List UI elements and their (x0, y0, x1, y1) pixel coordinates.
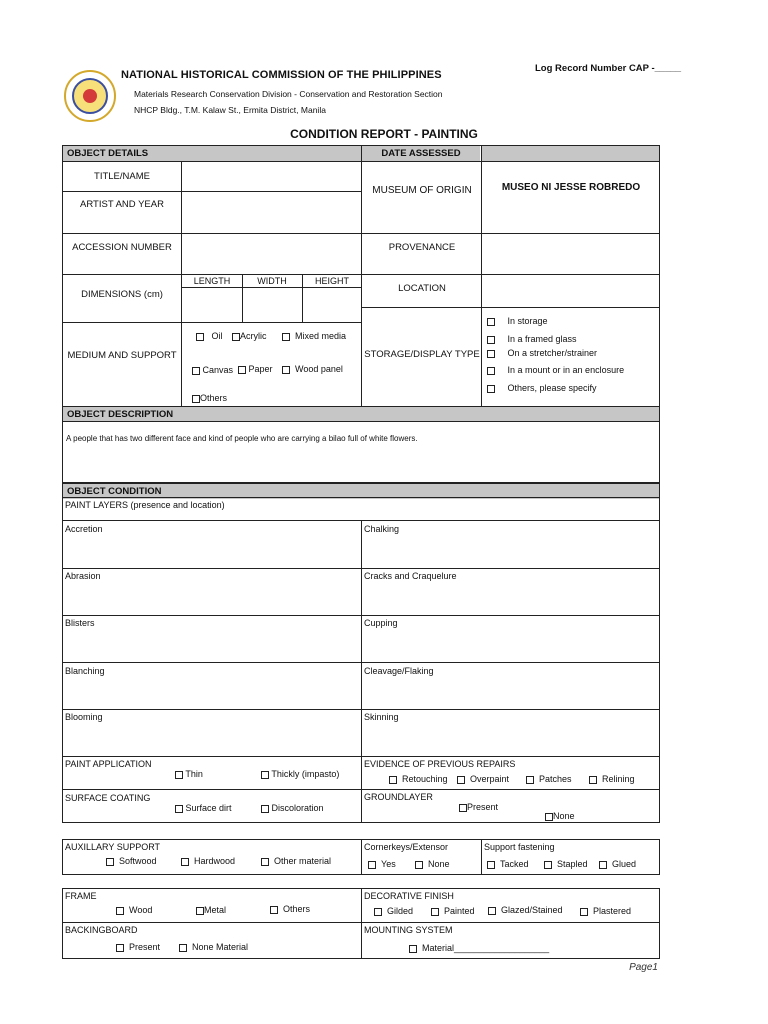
division-name: Materials Research Conservation Division - Conservation and Restoration Section (134, 89, 443, 99)
gilded-option[interactable]: Gilded (374, 906, 413, 916)
oil-option[interactable]: Oil (196, 331, 223, 341)
wood-panel-option[interactable]: Wood panel (282, 364, 343, 374)
paint-application-label: PAINT APPLICATION (65, 759, 152, 769)
storage-opt-4[interactable]: In a mount or in an enclosure (487, 365, 624, 375)
storage-display-label: STORAGE/DISPLAY TYPE (364, 349, 480, 360)
cornerkeys-none-option[interactable]: None (415, 859, 450, 869)
accession-label: ACCESSION NUMBER (72, 242, 172, 253)
object-description-header: OBJECT DESCRIPTION (63, 407, 659, 422)
groundlayer-present-option[interactable]: Present (459, 802, 498, 812)
stapled-option[interactable]: Stapled (544, 859, 588, 869)
storage-opt-3[interactable]: On a stretcher/strainer (487, 348, 597, 358)
storage-opt-1[interactable]: In storage (487, 316, 548, 326)
paint-layers-label: PAINT LAYERS (presence and location) (65, 500, 225, 510)
length-label: LENGTH (193, 276, 231, 286)
other-material-option[interactable]: Other material (261, 856, 331, 866)
title-name-field[interactable] (182, 162, 361, 191)
dimensions-label: DIMENSIONS (cm) (81, 289, 163, 300)
page-title: CONDITION REPORT - PAINTING (290, 127, 478, 141)
frame-wood-option[interactable]: Wood (116, 905, 152, 915)
cupping-label: Cupping (364, 618, 398, 628)
org-name: NATIONAL HISTORICAL COMMISSION OF THE PHILIPPINES (121, 69, 442, 81)
width-label: WIDTH (257, 276, 287, 286)
frame-label: FRAME (65, 891, 97, 901)
date-assessed-header: DATE ASSESSED (362, 146, 480, 161)
tacked-option[interactable]: Tacked (487, 859, 529, 869)
object-condition-header: OBJECT CONDITION (63, 484, 659, 499)
address: NHCP Bldg., T.M. Kalaw St., Ermita District, Manila (134, 105, 326, 115)
date-assessed-value[interactable] (481, 146, 659, 161)
auxillary-support-label: AUXILLARY SUPPORT (65, 842, 161, 852)
abrasion-label: Abrasion (65, 571, 101, 581)
backing-present-option[interactable]: Present (116, 942, 160, 952)
chalking-label: Chalking (364, 524, 400, 534)
evidence-repairs-label: EVIDENCE OF PREVIOUS REPAIRS (364, 759, 516, 769)
artist-year-field[interactable] (182, 192, 361, 233)
cornerkeys-yes-option[interactable]: Yes (368, 859, 396, 869)
nhcp-seal-logo (64, 70, 116, 122)
backingboard-label: BACKINGBOARD (65, 925, 138, 935)
object-description-text: A people that has two different face and kind of people who are carrying a bilao full of white flowers. (66, 434, 418, 443)
log-record-number: Log Record Number CAP -_____ (535, 63, 682, 74)
object-details-header: OBJECT DETAILS (63, 146, 361, 161)
hardwood-option[interactable]: Hardwood (181, 856, 235, 866)
provenance-field[interactable] (482, 234, 660, 274)
blisters-label: Blisters (65, 618, 95, 628)
patches-option[interactable]: Patches (526, 774, 572, 784)
accretion-label: Accretion (65, 524, 103, 534)
location-field[interactable] (482, 275, 660, 307)
frame-metal-option[interactable]: Metal (196, 905, 226, 915)
groundlayer-none-option[interactable]: None (545, 811, 575, 821)
mounting-system-label: MOUNTING SYSTEM (364, 925, 453, 935)
mounting-material-option[interactable]: Material___________________ (409, 943, 549, 953)
support-fastening-label: Support fastening (484, 842, 555, 852)
cleavage-label: Cleavage/Flaking (364, 666, 434, 676)
softwood-option[interactable]: Softwood (106, 856, 157, 866)
acrylic-option[interactable]: Acrylic (232, 331, 267, 341)
discoloration-option[interactable]: Discoloration (261, 803, 324, 813)
canvas-option[interactable]: Canvas (192, 365, 233, 375)
storage-opt-5[interactable]: Others, please specify (487, 383, 597, 393)
glazed-option[interactable]: Glazed/Stained (488, 905, 563, 915)
surface-dirt-option[interactable]: Surface dirt (175, 803, 232, 813)
skinning-label: Skinning (364, 712, 399, 722)
cornerkeys-label: Cornerkeys/Extensor (364, 842, 449, 852)
museum-origin-value: MUSEO NI JESSE ROBREDO (501, 182, 641, 193)
mixed-media-option[interactable]: Mixed media (282, 331, 346, 341)
others-medium-option[interactable]: Others (192, 393, 227, 403)
paper-option[interactable]: Paper (238, 364, 273, 374)
overpaint-option[interactable]: Overpaint (457, 774, 509, 784)
painted-option[interactable]: Painted (431, 906, 475, 916)
retouching-option[interactable]: Retouching (389, 774, 448, 784)
glued-option[interactable]: Glued (599, 859, 636, 869)
blanching-label: Blanching (65, 666, 105, 676)
height-label: HEIGHT (314, 276, 349, 286)
relining-option[interactable]: Relining (589, 774, 635, 784)
title-name-label: TITLE/NAME (94, 171, 150, 182)
storage-opt-2[interactable]: In a framed glass (487, 334, 577, 344)
groundlayer-label: GROUNDLAYER (364, 792, 433, 802)
museum-origin-label: MUSEUM OF ORIGIN (372, 185, 472, 196)
plastered-option[interactable]: Plastered (580, 906, 631, 916)
artist-year-label: ARTIST AND YEAR (80, 199, 164, 210)
location-label: LOCATION (398, 283, 446, 294)
provenance-label: PROVENANCE (388, 242, 456, 253)
surface-coating-label: SURFACE COATING (65, 793, 151, 803)
thickly-option[interactable]: Thickly (impasto) (261, 769, 339, 779)
blooming-label: Blooming (65, 712, 103, 722)
medium-support-label: MEDIUM AND SUPPORT (67, 350, 177, 361)
cracks-label: Cracks and Craquelure (364, 571, 457, 581)
page-number: Page1 (629, 962, 658, 973)
frame-others-option[interactable]: Others (270, 904, 310, 914)
accession-field[interactable] (182, 234, 361, 274)
decorative-finish-label: DECORATIVE FINISH (364, 891, 454, 901)
thin-option[interactable]: Thin (175, 769, 203, 779)
backing-none-material-option[interactable]: None Material (179, 942, 248, 952)
